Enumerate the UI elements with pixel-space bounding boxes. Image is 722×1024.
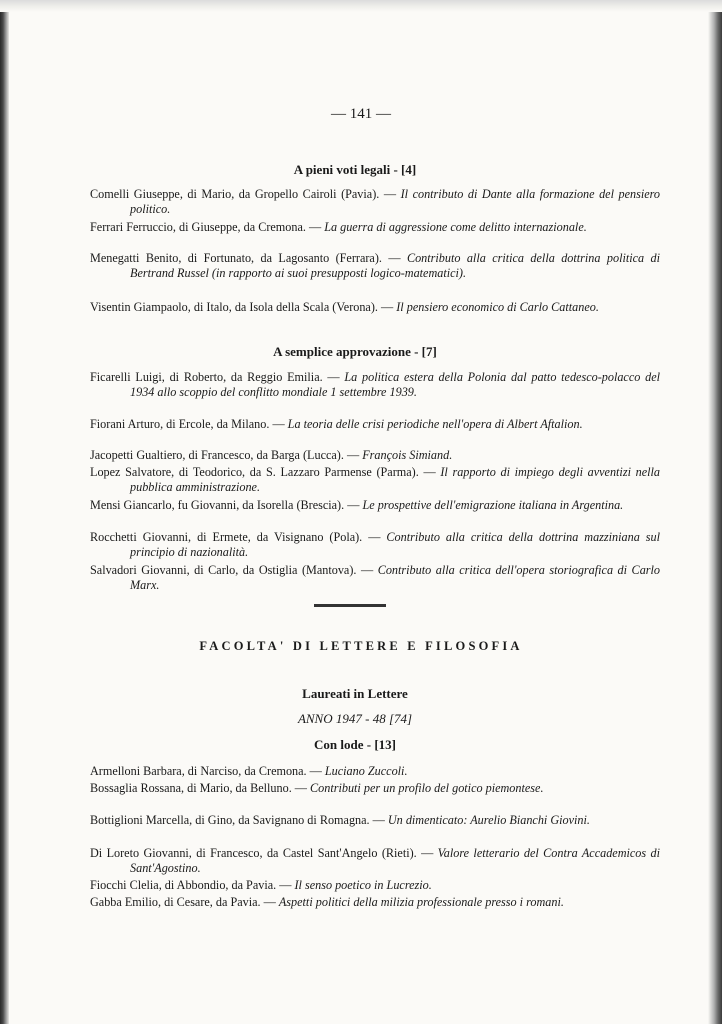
list-item	[90, 417, 660, 432]
entry-author: Lopez Salvatore, di Teodorico, da S. Lazzaro Parmense (Parma).	[90, 465, 419, 479]
list-item	[90, 448, 660, 463]
entry-separator: —	[272, 417, 285, 431]
entry-author: Visentin Giampaolo, di Italo, da Isola della Scala (Verona).	[90, 300, 378, 314]
entry-author: Ferrari Ferruccio, di Giuseppe, da Cremona.	[90, 220, 306, 234]
entry-title: Il senso poetico in Lucrezio.	[294, 878, 432, 892]
entry-title: Luciano Zuccoli.	[324, 764, 408, 778]
entry-author: Jacopetti Gualtiero, di Francesco, da Barga (Lucca).	[90, 448, 344, 462]
entry-separator: —	[423, 465, 436, 479]
entry-title: Il rapporto di impiego degli avventizi nella pubblica amministrazione.	[130, 465, 661, 494]
entry-separator: —	[347, 498, 360, 512]
list-item	[90, 764, 660, 779]
entry-title: Contributo alla critica dell'opera storiografica di Carlo Marx.	[130, 563, 661, 592]
entry-separator: —	[383, 187, 397, 201]
entry-title: Le prospettive dell'emigrazione italiana in Argentina.	[362, 498, 624, 512]
list-item	[90, 498, 660, 513]
entry-author: Bossaglia Rossana, di Mario, da Belluno.	[90, 781, 292, 795]
entry-title: Aspetti politici della milizia professionale presso i romani.	[278, 895, 564, 909]
entry-title: Valore letterario del Contra Accademicos di Sant'Agostino.	[130, 846, 661, 875]
entry-title: La politica estera della Polonia dal patto tedesco-polacco del 1934 allo scoppio del conflitto mondiale 1 settembre 1939.	[130, 370, 660, 399]
entry-author: Rocchetti Giovanni, di Ermete, da Visignano (Pola).	[90, 530, 363, 544]
list-item	[90, 300, 660, 315]
entry-separator: —	[263, 895, 276, 909]
list-item	[90, 846, 660, 876]
entry-separator: —	[381, 300, 394, 314]
entry-separator: —	[368, 530, 381, 544]
page-number: — 141 —	[331, 106, 391, 122]
entry-title: François Simiand.	[362, 448, 453, 462]
academic-year: ANNO 1947 - 48 [74]	[297, 711, 413, 726]
entry-author: Menegatti Benito, di Fortunato, da Lagosanto (Ferrara).	[90, 251, 382, 265]
list-item	[90, 220, 660, 235]
list-item	[90, 878, 660, 893]
entry-separator: —	[360, 563, 374, 577]
entry-author: Mensi Giancarlo, fu Giovanni, da Isorella (Brescia).	[90, 498, 345, 512]
list-item	[90, 370, 660, 400]
list-item	[90, 187, 660, 217]
entry-author: Ficarelli Luigi, di Roberto, da Reggio Emilia.	[90, 370, 323, 384]
entry-author: Gabba Emilio, di Cesare, da Pavia.	[90, 895, 261, 909]
list-item	[90, 530, 660, 560]
entry-title: La guerra di aggressione come delitto internazionale.	[324, 220, 587, 234]
entry-title: Contributo alla critica della dottrina mazziniana sul principio di nazionalità.	[130, 530, 661, 559]
entry-separator: —	[279, 878, 292, 892]
list-item	[90, 465, 660, 495]
list-item	[90, 781, 660, 796]
entry-title: Il contributo di Dante alla formazione del pensiero politico.	[130, 187, 661, 216]
section-divider	[314, 604, 386, 607]
entry-separator: —	[327, 370, 340, 384]
list-item	[90, 895, 660, 910]
entry-title: La teoria delle crisi periodiche nell'opera di Albert Aftalion.	[287, 417, 583, 431]
entry-author: Fiocchi Clelia, di Abbondio, da Pavia.	[90, 878, 277, 892]
section-heading-pieni-voti: A pieni voti legali - [4]	[293, 162, 417, 177]
list-item	[90, 563, 660, 593]
list-item	[90, 251, 660, 281]
entry-separator: —	[421, 846, 434, 860]
list-item	[90, 813, 660, 828]
section-heading-con-lode: Con lode - [13]	[314, 737, 396, 752]
entry-separator: —	[308, 220, 322, 234]
entry-title: Un dimenticato: Aurelio Bianchi Giovini.	[387, 813, 590, 827]
entry-title: Contributo alla critica della dottrina politica di Bertrand Russel (in rapporto ai suoi presupposti logico-matematici).	[130, 251, 661, 280]
entry-author: Salvadori Giovanni, di Carlo, da Ostiglia (Mantova).	[90, 563, 357, 577]
entry-author: Armelloni Barbara, di Narciso, da Cremona.	[90, 764, 307, 778]
entry-separator: —	[309, 764, 322, 778]
entry-author: Bottiglioni Marcella, di Gino, da Savignano di Romagna.	[90, 813, 370, 827]
entry-separator: —	[294, 781, 307, 795]
section-heading-semplice-approvazione: A semplice approvazione - [7]	[273, 344, 437, 359]
scan-top-edge	[0, 0, 722, 12]
scan-left-edge	[0, 0, 9, 1024]
entry-author: Fiorani Arturo, di Ercole, da Milano.	[90, 417, 270, 431]
faculty-heading: FACOLTA' DI LETTERE E FILOSOFIA	[199, 639, 523, 653]
entry-separator: —	[388, 251, 401, 265]
scan-right-edge	[708, 0, 722, 1024]
entry-separator: —	[346, 448, 360, 462]
degree-heading: Laureati in Lettere	[302, 686, 408, 701]
entry-author: Di Loreto Giovanni, di Francesco, da Castel Sant'Angelo (Rieti).	[90, 846, 417, 860]
entry-title: Il pensiero economico di Carlo Cattaneo.	[396, 300, 599, 314]
entry-title: Contributi per un profilo del gotico piemontese.	[310, 781, 544, 795]
entry-separator: —	[372, 813, 385, 827]
entry-author: Comelli Giuseppe, di Mario, da Gropello Cairoli (Pavia).	[90, 187, 380, 201]
